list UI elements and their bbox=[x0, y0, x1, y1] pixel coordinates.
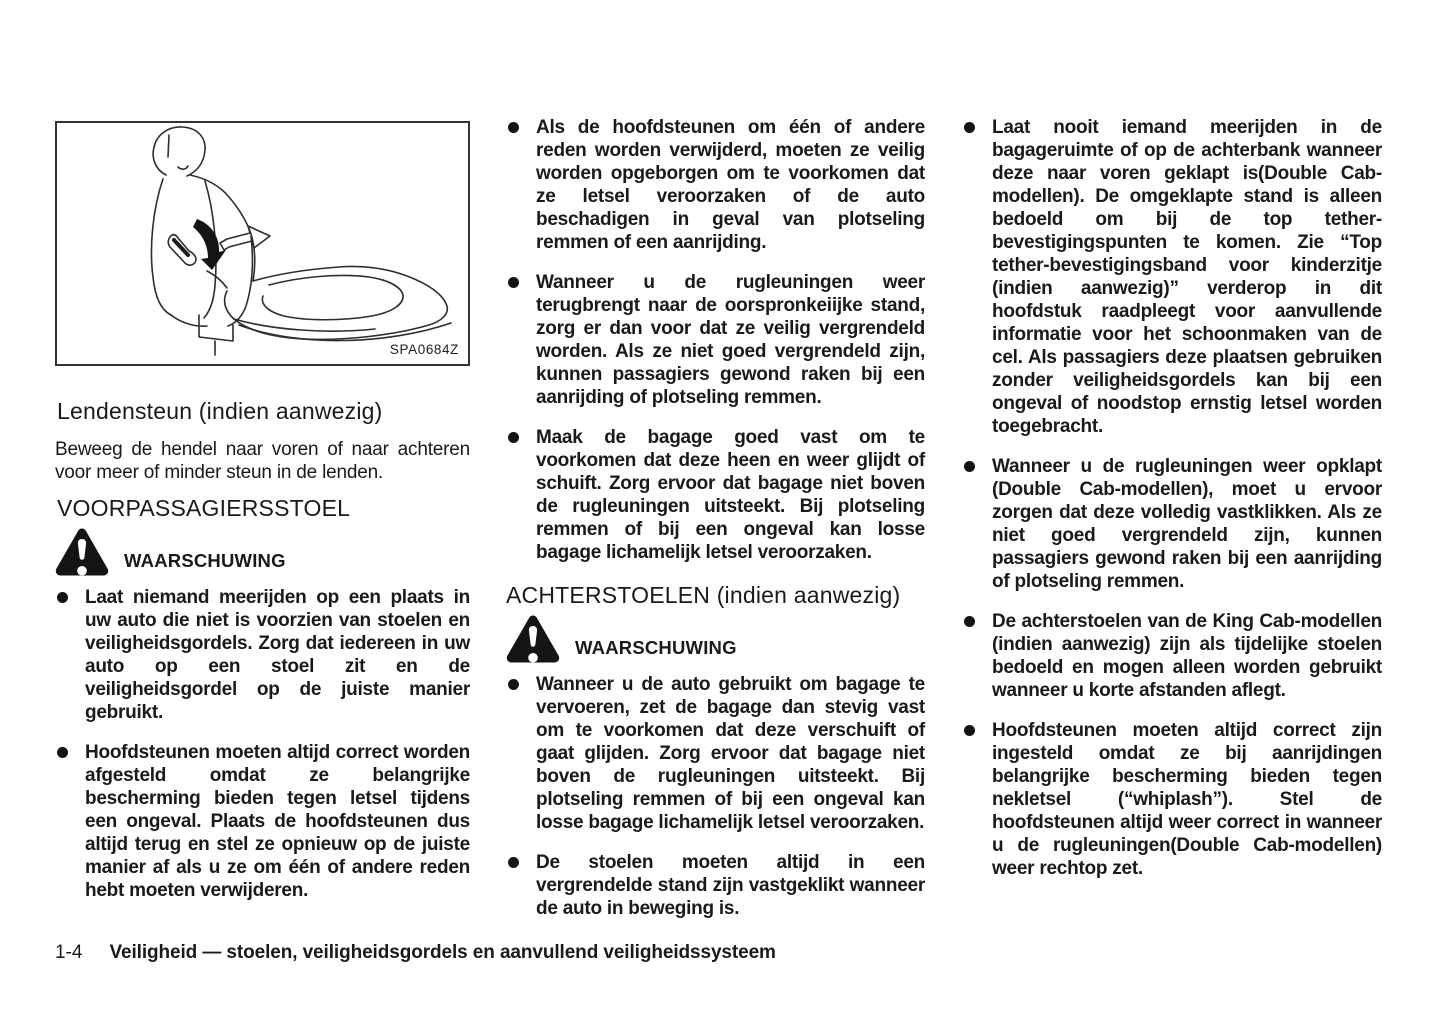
bullet-text: Hoofdsteunen moeten altijd correct worden afgesteld omdat ze belangrijke bescherming bieden tegen letsel tijdens een ongeval. Plaats de hoofdsteunen dus altijd terug en stel ze opnieuw op de juiste manier af als u ze om één of andere reden hebt moeten verwijderen. bbox=[85, 742, 470, 901]
figure-caption: SPA0684Z bbox=[389, 342, 459, 357]
left-column bbox=[55, 121, 470, 919]
bullet-text: Als de hoofdsteunen om één of andere reden worden verwijderd, moeten ze veilig worden opgeborgen om te voorkomen dat ze letsel veroorzaken of de auto beschadigen in geval van plotseling remmen of een aanrijding. bbox=[536, 117, 925, 253]
headrest bbox=[153, 127, 205, 176]
front-passenger-warning-list bbox=[55, 586, 470, 902]
bullet-icon bbox=[57, 747, 68, 758]
front-passenger-heading: VOORPASSAGIERSSTOEL bbox=[57, 495, 351, 521]
bullet-text: Laat nooit iemand meerijden in de bagageruimte of op de achterbank wanneer deze naar voren geklapt is(Double Cab-modellen). De omgeklapte stand is alleen bedoeld om bij de top tether-bevestigingspunten te komen. Zie “Top tether-bevestigingsband voor kinderzitje (indien aanwezig)” verderop in dit hoofdstuk raadpleegt voor aanvullende informatie voor het schoonmaken van de cel. Als passagiers deze plaatsen gebruiken zonder veiligheidsgordels kan bij een ongeval of noodstop ernstig letsel worden toegebracht. bbox=[992, 117, 1382, 437]
right-list bbox=[962, 116, 1382, 880]
warning-label: WAARSCHUWING bbox=[124, 550, 286, 571]
list-item bbox=[55, 586, 470, 724]
warning-icon bbox=[55, 527, 109, 577]
list-item bbox=[506, 673, 925, 834]
bullet-text: Wanneer u de rugleuningen weer opklapt (Double Cab-modellen), moet u ervoor zorgen dat deze volledig vastklikken. Als ze niet goed vergrendeld zijn, kunnen passagiers gewond raken bij een aanrijding of plotseling remmen. bbox=[992, 456, 1382, 592]
bullet-text: De achterstoelen van de King Cab-modellen (indien aanwezig) zijn als tijdelijke stoelen bedoeld en mogen alleen worden gebruikt wanneer u korte afstanden aflegt. bbox=[992, 611, 1382, 701]
bullet-icon bbox=[508, 679, 519, 690]
bullet-text: Maak de bagage goed vast om te voorkomen dat deze heen en weer glijdt of schuift. Zorg ervoor dat bagage niet boven de rugleuningen uitsteekt. Bij plotseling remmen of bij een ongeval kan losse bagage lichamelijk letsel veroorzaken. bbox=[536, 427, 925, 563]
backrest bbox=[151, 175, 254, 326]
list-item bbox=[962, 719, 1382, 880]
list-item bbox=[962, 116, 1382, 438]
bullet-icon bbox=[57, 592, 68, 603]
rear-seats-warning-list bbox=[506, 673, 925, 920]
warning-label: WAARSCHUWING bbox=[575, 637, 737, 658]
middle-column bbox=[506, 116, 925, 937]
bullet-icon bbox=[964, 616, 975, 627]
bullet-icon bbox=[508, 277, 519, 288]
rear-seats-heading: ACHTERSTOELEN (indien aanwezig) bbox=[506, 582, 901, 608]
list-item bbox=[506, 426, 925, 564]
bullet-text: De stoelen moeten altijd in een vergrendelde stand zijn vastgeklikt wanneer de auto in beweging is. bbox=[536, 852, 925, 919]
list-item bbox=[962, 610, 1382, 702]
right-column bbox=[962, 116, 1382, 897]
footer-title: Veiligheid — stoelen, veiligheidsgordels en aanvullend veiligheidssysteem bbox=[109, 942, 776, 963]
lumbar-heading: Lendensteun (indien aanwezig) bbox=[57, 398, 383, 424]
warning-header bbox=[55, 527, 470, 577]
middle-top-list bbox=[506, 116, 925, 564]
page-footer bbox=[55, 941, 776, 964]
lumbar-lever bbox=[168, 235, 196, 266]
list-item bbox=[962, 455, 1382, 593]
bullet-icon bbox=[964, 461, 975, 472]
warning-icon bbox=[506, 614, 560, 664]
bullet-icon bbox=[508, 857, 519, 868]
seat-cushion bbox=[225, 266, 451, 340]
seat-figure bbox=[55, 121, 470, 366]
straight-arrow-icon bbox=[220, 226, 270, 250]
bullet-text: Hoofdsteunen moeten altijd correct zijn ingesteld omdat ze bij aanrijdingen belangrijke bescherming bieden tegen nekletsel (“whiplash”). Stel de hoofdsteunen altijd weer correct in wanneer u de rugleuningen(Double Cab-modellen) weer rechtop zet. bbox=[992, 720, 1382, 879]
seat-illustration bbox=[57, 123, 468, 360]
bullet-icon bbox=[964, 122, 975, 133]
list-item bbox=[506, 116, 925, 254]
bullet-text: Laat niemand meerijden op een plaats in uw auto die niet is voorzien van stoelen en veiligheidsgordels. Zorg dat iedereen in uw auto op een stoel zit en de veiligheidsgordel op de juiste manier gebruikt. bbox=[85, 587, 470, 723]
bullet-text: Wanneer u de auto gebruikt om bagage te vervoeren, zet de bagage dan stevig vast om te voorkomen dat deze verschuift of gaat glijden. Zorg ervoor dat bagage niet boven de rugleuningen uitsteekt. Bij plotseling remmen of bij een ongeval kan losse bagage lichamelijk letsel veroorzaken. bbox=[536, 674, 925, 833]
bullet-text: Wanneer u de rugleuningen weer terugbrengt naar de oorspronkeiijke stand, zorg er dan voor dat ze veilig vergrendeld worden. Als ze niet goed vergrendeld zijn, kunnen passagiers gewond raken bij een aanrijding of plotseling remmen. bbox=[536, 272, 925, 408]
lumbar-body: Beweeg de hendel naar voren of naar achteren voor meer of minder steun in de lenden. bbox=[55, 439, 470, 483]
bullet-icon bbox=[508, 432, 519, 443]
warning-header bbox=[506, 614, 925, 664]
list-item bbox=[506, 271, 925, 409]
bullet-icon bbox=[964, 725, 975, 736]
bullet-icon bbox=[508, 122, 519, 133]
page-number: 1-4 bbox=[55, 942, 83, 963]
list-item bbox=[506, 851, 925, 920]
list-item bbox=[55, 741, 470, 902]
